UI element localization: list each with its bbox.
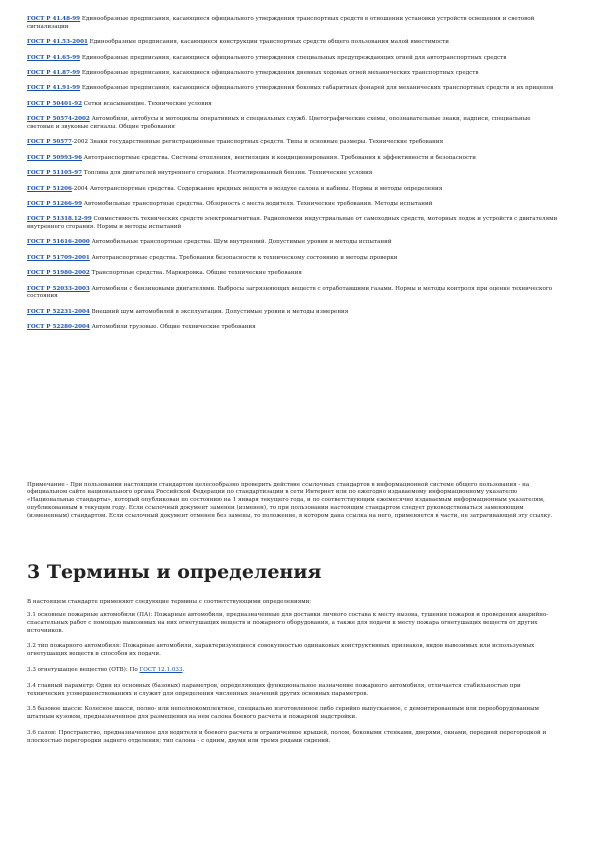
reference-item (27, 116, 559, 132)
reference-item (27, 101, 559, 109)
reference-title: Автотранспортные средства. Требования безопасности к техническому состоянию и методы проверки (89, 254, 398, 261)
reference-title: Внешний шум автомобилей в эксплуатации. Допустимые уровни и методы измерения (89, 308, 349, 315)
standard-link[interactable]: ГОСТ Р 41.91-99 (27, 85, 81, 92)
reference-title: Сетки всасывающие. Технические условия (82, 100, 212, 107)
standard-link[interactable]: ГОСТ Р 51709-2001 (27, 254, 90, 261)
terms-list (27, 612, 559, 754)
reference-title: Автомобили с бензиновыми двигателями. Выбросы загрязняющих веществ с отработавшими газами. Нормы и методы контроля при оценке технического состояния (27, 285, 553, 300)
reference-title: Единообразные предписания, касающиеся официального утверждения дневных ходовых огней механических транспортных средств (80, 69, 479, 76)
term-text: 3.3 огнетушащее вещество (ОТВ): По (27, 666, 140, 673)
reference-title: Единообразные предписания, касающиеся официального утверждения боковых габаритных фонарей для механических транспортных средств и их прицепов (80, 85, 554, 92)
reference-title: Автотранспортные средства. Системы отопления, вентиляции и кондиционирования. Требования к эффективности и безопасности (82, 154, 476, 161)
standard-link[interactable]: ГОСТ Р 51616-2000 (27, 239, 90, 246)
term-definition (27, 730, 559, 746)
reference-title: Единообразные предписания, касающиеся официального утверждения специальных предупреждающих огней для автотранспортных средств (80, 54, 507, 61)
term-definition (27, 643, 559, 659)
reference-title: Единообразные предписания, касающиеся официального утверждения транспортных средств в отношении установки устройств освещения и световой сигнализации (27, 16, 535, 30)
standard-link[interactable]: ГОСТ Р 41.48-99 (27, 16, 81, 22)
standard-link[interactable]: ГОСТ Р 41.65-99 (27, 54, 81, 61)
term-definition (27, 612, 559, 635)
reference-item (27, 139, 559, 147)
reference-item (27, 39, 559, 47)
standard-link[interactable]: ГОСТ Р 51266-99 (27, 200, 83, 207)
standard-link[interactable]: ГОСТ Р 50993-96 (27, 154, 83, 161)
reference-title: -2002 Знаки государственные регистрационные транспортных средств. Типы и основные размеры. Технические требования (71, 139, 444, 146)
standard-link[interactable]: ГОСТ Р 51105-97 (27, 170, 83, 177)
standard-link[interactable]: ГОСТ Р 50401-92 (27, 100, 83, 107)
standard-link[interactable]: ГОСТ Р 41.87-99 (27, 69, 81, 76)
term-text: 3.4 главный параметр: Один из основных (базовых) параметров, определяющих функциональное назначение пожарного автомобиля, отличается стабильностью при технических усовершенствованиях и служит для определения численных значений других основных параметров. (27, 682, 521, 697)
standard-link[interactable]: ГОСТ Р 51980-2002 (27, 270, 90, 277)
term-definition (27, 683, 559, 699)
standard-link[interactable]: ГОСТ Р 41.53-2001 (27, 39, 88, 46)
reference-item (27, 270, 559, 278)
reference-item (27, 170, 559, 178)
term-definition (27, 667, 559, 675)
reference-item (27, 201, 559, 209)
section-heading: 3 Термины и определения (27, 561, 322, 583)
section-intro: В настоящем стандарте применяют следующие термины с соответствующими определениями: (27, 598, 312, 605)
term-text: 3.5 базовое шасси: Колесное шасси, полно- или неполнокомплектное, специально изготовленное либо серийно выпускаемое, с демонтированным или переоборудованным штатным кузовом, предназначенное для размещения на нем салона боевого расчета и пожарной надстройки. (27, 706, 539, 721)
term-text: 3.1 основные пожарные автомобили (ПА): Пожарные автомобили, предназначенные для доставки личного состава к месту вызова, тушения пожаров и проведения аварийно-спасательных работ с помощью вывозимых на них огнетушащих веществ и пожарного оборудования, а также для подачи к месту пожара огнетушащих веществ от других источников. (27, 612, 549, 634)
standard-link[interactable]: ГОСТ 12.1.033 (139, 666, 183, 673)
term-text: 3.6 салон: Пространство, предназначенное для водителя и боевого расчета и ограниченное крышей, полом, боковыми стенками, дверями, окнами, передней перегородкой и плоскостью перегородки заднего отделения; тип салона - с одним, двумя или тремя рядами сидений. (27, 729, 547, 744)
term-definition (27, 706, 559, 722)
standard-link[interactable]: ГОСТ Р 52231-2004 (27, 308, 90, 315)
note-paragraph: Примечание - При пользовании настоящим стандартом целесообразно проверить действие ссылочных стандартов в информационной системе общего пользования - на официальном сайте национального органа Российской Федерации по стандартизации в сети Интернет или по ежегодно издаваемому информационному указателю «Национальные стандарты», который опубликован по состоянию на 1 января текущего года, и по соответствующим ежемесячно издаваемым информационным указателям, опубликованным в текущем году. Если ссылочный документ заменен (изменен), то при пользовании настоящим стандартом следует руководствоваться заменяющим (измененным) стандартом. Если ссылочный документ отменен без замены, то положение, в котором дана ссылка на него, применяется в части, не затрагивающей эту ссылку. (27, 481, 553, 519)
reference-item (27, 286, 559, 302)
standard-link[interactable]: ГОСТ Р 51206 (27, 185, 72, 192)
reference-title: Транспортные средства. Маркировка. Общие технические требования (89, 270, 302, 277)
reference-item (27, 70, 559, 78)
reference-list (27, 16, 559, 340)
reference-item (27, 16, 559, 32)
reference-item (27, 85, 559, 93)
reference-item (27, 239, 559, 247)
standard-link[interactable]: ГОСТ Р 50577 (27, 139, 72, 146)
term-text-end: . (182, 666, 185, 673)
reference-title: Автомобили, автобусы и мотоциклы оперативных и специальных служб. Цветографические схемы, опознавательные знаки, надписи, специальные световые и звуковые сигналы. Общие требования (27, 116, 531, 130)
reference-title: Автомобильные транспортные средства. Обзорность с места водителя. Технические требования. Методы испытаний (82, 200, 433, 207)
reference-title: Единообразные предписания, касающиеся конструкции транспортных средств общего пользования малой вместимости (87, 39, 449, 46)
reference-item (27, 155, 559, 163)
standard-link[interactable]: ГОСТ Р 52280-2004 (27, 324, 90, 331)
standard-link[interactable]: ГОСТ Р 50574-2002 (27, 116, 90, 123)
reference-title: Совместимость технических средств электромагнитная. Радиопомехи индустриальные от самоходных средств, моторных лодок и устройств с двигателями внутреннего сгорания. Нормы и методы испытаний (27, 216, 558, 231)
reference-item (27, 186, 559, 194)
reference-item (27, 55, 559, 63)
reference-item (27, 309, 559, 317)
reference-item (27, 255, 559, 263)
reference-title: Автомобильные транспортные средства. Шум внутренний. Допустимые уровни и методы испытаний (89, 239, 392, 246)
reference-item (27, 216, 559, 232)
reference-title: -2004 Автотранспортные средства. Содержание вредных веществ в воздухе салона и кабины. Нормы и методы определения (71, 185, 443, 192)
reference-item (27, 324, 559, 332)
standard-link[interactable]: ГОСТ Р 51318.12-99 (27, 216, 92, 223)
term-text: 3.2 тип пожарного автомобиля: Пожарные автомобили, характеризующиеся совокупностью одинаковых конструктивных признаков, видов вывозимых или используемых огнетушащих веществ и способов их подачи. (27, 643, 535, 658)
reference-title: Топлива для двигателей внутреннего сгорания. Неэтилированный бензин. Технические условия (82, 170, 373, 177)
standard-link[interactable]: ГОСТ Р 52033-2003 (27, 285, 90, 292)
reference-title: Автомобили грузовые. Общие технические требования (89, 324, 256, 331)
